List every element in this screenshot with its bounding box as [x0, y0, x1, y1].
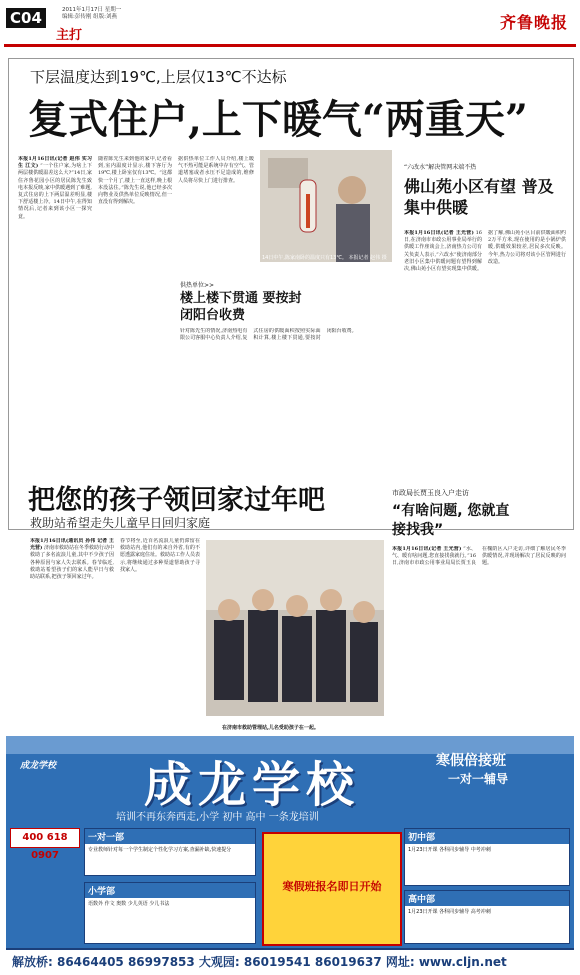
lead-sub-headline: 楼上楼下贯通 要按封闭阳台收费 [180, 291, 302, 323]
ad-hotline: 400 618 0907 [22, 832, 68, 861]
photo-children-group [206, 540, 384, 716]
lead-body-3: 据供热单位工作人员介绍,楼上暖气不热可能是系统中存有空气、管道堵塞或者水压不足造成的,维修人员将尽快上门进行排查。 [178, 156, 254, 184]
issue-meta [62, 7, 121, 21]
lead-sub-body [180, 328, 394, 452]
ad-box-one-on-one [84, 828, 256, 876]
ad-box-4-title: 高中部 [405, 891, 569, 906]
ad-slogan: 培训不再东奔西走,小学 初中 高中 一条龙培训 [116, 812, 319, 823]
lead-sub-kicker: 供热单位>> [180, 282, 215, 289]
lead-column-3 [178, 156, 254, 264]
issue-editors: 编辑:彭传刚 组版:刘燕 [62, 14, 117, 20]
second-headline: 把您的孩子领回家过年吧 [28, 485, 325, 516]
section-label: 主打 [56, 28, 83, 43]
lead-headline: 复式住户,上下暖气“两重天” [28, 96, 528, 143]
ad-title: 成龙学校 [144, 757, 361, 813]
header-rule [4, 44, 576, 47]
lead-body-2: 随着陈先生来到他的家中,记者看到,室内温度计显示,楼下客厅为19℃,楼上卧室仅有13℃。“这都快一个月了,楼上一直这样,晚上根本没法住。”陈先生说,他已经多次向物业及供热单位反映情况,但一直没有得到解决。 [98, 156, 172, 206]
lead-column-2 [98, 156, 172, 451]
school-advertisement [6, 736, 574, 968]
lead-kicker: 下层温度达到19℃,上层仅13℃不达标 [30, 68, 287, 86]
lead-column-1 [18, 156, 92, 451]
ad-box-2-title: 小学部 [85, 883, 255, 898]
right-headline: 佛山苑小区有望 普及集中供暖 [404, 177, 554, 217]
issue-date: 2011年1月17日 星期一 [62, 7, 122, 13]
ad-right-sub: 一对一辅导 [448, 772, 509, 786]
ad-box-primary [84, 882, 256, 944]
second-byline: 本报1月16日讯(通讯员 孙伟 记者 王光营) [30, 538, 114, 552]
second-body-1: 济南市救助站在冬季救助行动中救助了多名流浪儿童,其中不少孩子因各种原因与家人失去联系。春节临近,救助站希望孩子们的家人能早日与救助站联系,把孩子领回家过年。 [30, 545, 114, 581]
right-body-text: 16日,在济南市市政公用事业局举行的供暖工作座谈会上,济南热力公司有关负责人表示,“六改水”使济南部分老旧小区集中供暖问题有望得到解决,佛山苑小区有望实现集中供暖。据了解,佛山苑小区目前供暖面积约2万平方米,现在使用的是小锅炉供暖,供暖效果较差,居民多次反映。今年,热力公司将对该小区管网进行改造。 [404, 230, 566, 273]
second-right-kicker: 市政局长贾玉良入户走访 [392, 489, 469, 497]
ad-top-logo: 成龙学校 [20, 761, 57, 771]
second-subhead: 救助站希望走失儿童早日回归家庭 [30, 516, 211, 530]
ad-box-high [404, 890, 570, 944]
second-column-2 [120, 538, 200, 726]
second-right-body [392, 546, 566, 728]
lead-photo-caption: 14日中午,陈家南卧的温度只有13℃。 本报记者 赵伟 摄 [262, 255, 387, 261]
photo-thermometer-man [260, 150, 392, 262]
ad-phones: 解放桥: 86464405 86997853 大观园: 86019541 86019637 网址: www.cljn.net [12, 955, 507, 968]
right-byline: 本报1月16日讯(记者 王光营) [404, 230, 474, 236]
ad-box-4-text: 1月23日开课 各科同步辅导 高考冲刺 [408, 909, 491, 915]
ad-box-3-title: 初中部 [405, 829, 569, 844]
ad-box-1-text: 专业教师针对每一个学生制定个性化学习方案,查漏补缺,快速提分 [88, 847, 232, 853]
second-column-1 [30, 538, 114, 726]
ad-phone-bar [6, 948, 574, 968]
lead-photo [260, 150, 392, 262]
ad-box-3-text: 1月23日开课 各科同步辅导 中考冲刺 [408, 847, 491, 853]
ad-hotline-box [10, 828, 80, 861]
second-body-2: 春节将至,近百名流浪儿童仍滞留在救助站内,他们有的来自外省,有的不愿透露家庭住址。救助站工作人员表示,将继续通过多种渠道帮助孩子寻找家人。 [120, 538, 200, 573]
second-right-byline: 本报1月16日讯(记者 王光营) [392, 546, 462, 552]
newspaper-logo: 齐鲁晚报 [499, 13, 568, 32]
lead-sub-body-text: 针对陈先生的情况,济南热电有限公司客服中心负责人介绍,复式住房的供暖面积按照实际面积计算,楼上楼下贯通,要按封闭阳台收费。 [180, 328, 357, 342]
second-right-headline: “有啥问题, 您就直接找我” [392, 503, 510, 538]
lead-body-1: “一个住户家,为啥上下两层楼供暖温差这么大?”14日,家住齐鲁花园小区的居民陈先生致电本报反映,家中供暖遇到了难题,复式住房的上下两层温差明显,楼下舒适楼上冷。14日中午,在得知情况后,记者来到该小区一探究竟。 [18, 163, 92, 220]
second-right-body-text: “水、气、暖有啥问题,您直接找我就行。”16日,济南市市政公用事业局局长贾玉良在槐荫区入户走访,详细了解居民冬季供暖情况,并现场解决了居民反映的问题。 [392, 546, 566, 567]
page-number: C04 [6, 8, 46, 28]
ad-badge-text: 寒假班报名即日开始 [282, 880, 382, 893]
ad-badge [262, 832, 402, 946]
ad-box-2-text: 语数外 作文 奥数 少儿英语 少儿书法 [88, 901, 170, 907]
children-photo-caption: 在济南市救助管理站,儿名受助孩子在一起。 [222, 725, 319, 731]
right-body [404, 230, 566, 452]
right-kicker: “六改水”解决管网末端不热 [404, 164, 477, 171]
lead-byline: 本报1月16日讯(记者 赵伟 实习生 江文) [18, 156, 92, 170]
ad-right-label: 寒假倍接班 [436, 753, 506, 769]
children-photo [206, 540, 384, 716]
ad-box-middle [404, 828, 570, 886]
ad-box-1-title: 一对一部 [85, 829, 255, 844]
